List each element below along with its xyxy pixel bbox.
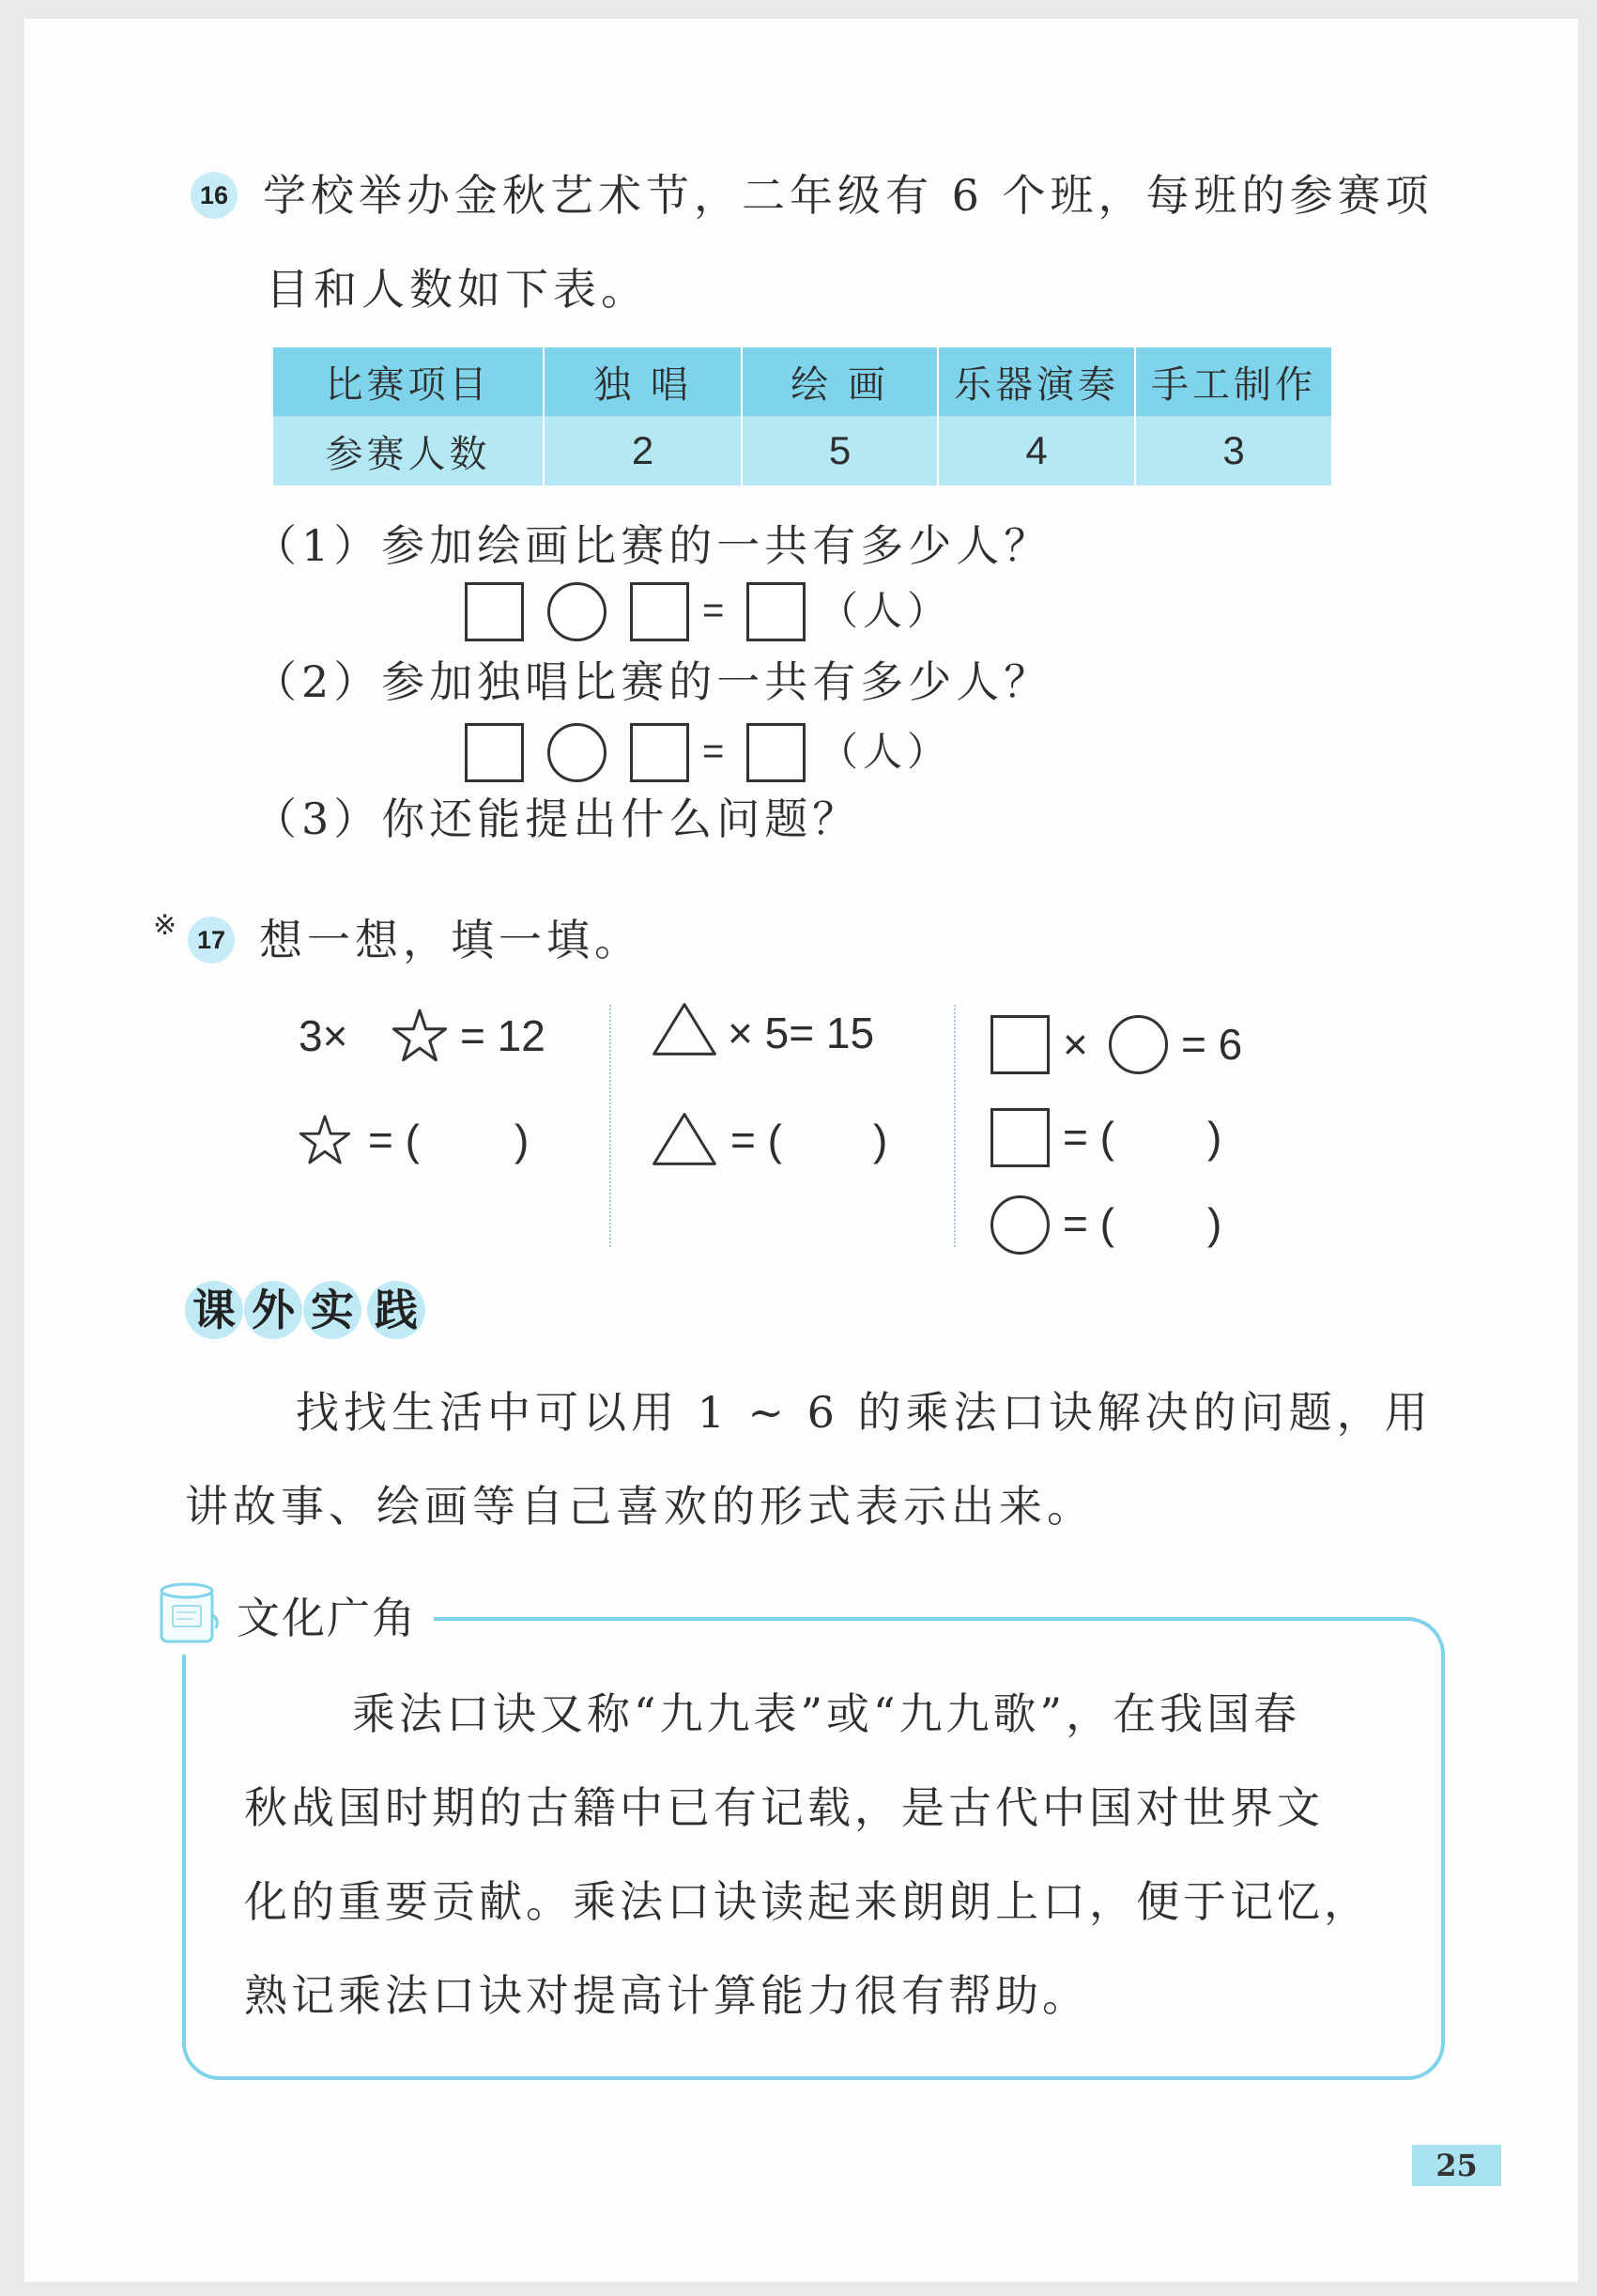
practice-text-line-2: 讲故事、绘画等自己喜欢的形式表示出来。 (185, 1481, 1095, 1532)
table-cell: 5 (743, 416, 939, 485)
column-divider (609, 1005, 611, 1247)
col3-answer-open: = ( (1063, 1199, 1114, 1248)
table-row-label: 参赛人数 (273, 416, 545, 485)
circle-icon (990, 1195, 1050, 1255)
square-icon (990, 1015, 1050, 1074)
star-icon (299, 1114, 351, 1166)
problem-16-text-line-2: 目和人数如下表。 (266, 264, 649, 315)
participants-table (273, 347, 1331, 485)
square-icon (990, 1108, 1050, 1167)
star-icon (392, 1008, 448, 1064)
title-char: 课 (192, 1285, 236, 1335)
question-3-text: 你还能提出什么问题？ (381, 794, 861, 844)
table-cell: 2 (545, 416, 743, 485)
culture-text-line-2: 秋战国时期的古籍中已有记载，是古代中国对世界文 (244, 1782, 1324, 1833)
col3-answer-close: ) (1207, 1199, 1222, 1248)
table-cell: 3 (1136, 416, 1331, 485)
optional-mark: ※ (153, 909, 177, 942)
problem-16-text-line-1: 学校举办金秋艺术节，二年级有 6 个班，每班的参赛项 (263, 170, 1434, 221)
table-header-cell: 独 唱 (545, 347, 743, 416)
col2-equation: × 5= 15 (728, 1009, 875, 1057)
question-2-label: （2） (253, 656, 382, 707)
answer-box (630, 723, 689, 782)
col3-times-sign: × (1063, 1020, 1088, 1069)
answer-box (465, 582, 524, 641)
equals-sign: = (702, 731, 725, 772)
answer-box (630, 582, 689, 641)
culture-text-line-3: 化的重要贡献。乘法口诀读起来朗朗上口，便于记忆， (244, 1876, 1371, 1927)
operator-circle (547, 723, 607, 782)
col3-answer-close: ) (1207, 1113, 1222, 1162)
operator-circle (547, 582, 607, 641)
circle-icon (1109, 1015, 1168, 1074)
triangle-icon (651, 1001, 718, 1057)
culture-text-line-4: 熟记乘法口诀对提高计算能力很有帮助。 (244, 1970, 1089, 2021)
question-1-text: 参加绘画比赛的一共有多少人？ (381, 520, 1052, 571)
practice-text-line-1: 找找生活中可以用 1 ~ 6 的乘法口诀解决的问题，用 (296, 1387, 1433, 1438)
col3-equation-suffix: = 6 (1181, 1020, 1243, 1069)
question-1 (253, 517, 1052, 574)
title-char: 外 (252, 1285, 295, 1335)
unit-label: （人） (819, 588, 952, 634)
question-3 (253, 791, 860, 847)
culture-text-line-1: 乘法口诀又称“九九表”或“九九歌”，在我国春 (352, 1688, 1301, 1739)
triangle-icon (651, 1111, 718, 1167)
column-divider (954, 1005, 956, 1247)
question-1-label: （1） (253, 520, 382, 571)
problem-17-badge: 17 (188, 917, 235, 963)
col1-equation-prefix: 3× (299, 1011, 348, 1060)
problem-16-badge: 16 (191, 172, 238, 219)
answer-box (465, 723, 524, 782)
culture-title: 文化广角 (237, 1593, 417, 1643)
unit-label: （人） (819, 729, 952, 775)
table-header-cell: 手工制作 (1136, 347, 1331, 416)
table-header-cell: 比赛项目 (273, 347, 545, 416)
equals-sign: = (702, 590, 725, 631)
col1-equation-suffix: = 12 (460, 1011, 545, 1060)
question-2 (253, 654, 1052, 710)
table-cell: 4 (939, 416, 1136, 485)
col1-answer-open: = ( (368, 1116, 420, 1164)
col3-answer-open: = ( (1063, 1113, 1114, 1162)
table-header-cell: 乐器演奏 (939, 347, 1136, 416)
col2-answer-close: ) (873, 1116, 888, 1164)
table-header-cell: 绘 画 (743, 347, 939, 416)
page-number: 25 (1412, 2145, 1501, 2186)
question-2-text: 参加独唱比赛的一共有多少人？ (381, 656, 1052, 707)
result-box (746, 582, 806, 641)
question-3-label: （3） (253, 794, 382, 844)
title-char: 践 (375, 1285, 418, 1335)
book-icon (154, 1578, 222, 1647)
result-box (746, 723, 806, 782)
col1-answer-close: ) (514, 1116, 530, 1164)
problem-17-text: 想一想，填一填。 (259, 915, 642, 965)
col2-answer-open: = ( (730, 1116, 782, 1164)
title-char: 实 (311, 1285, 354, 1335)
